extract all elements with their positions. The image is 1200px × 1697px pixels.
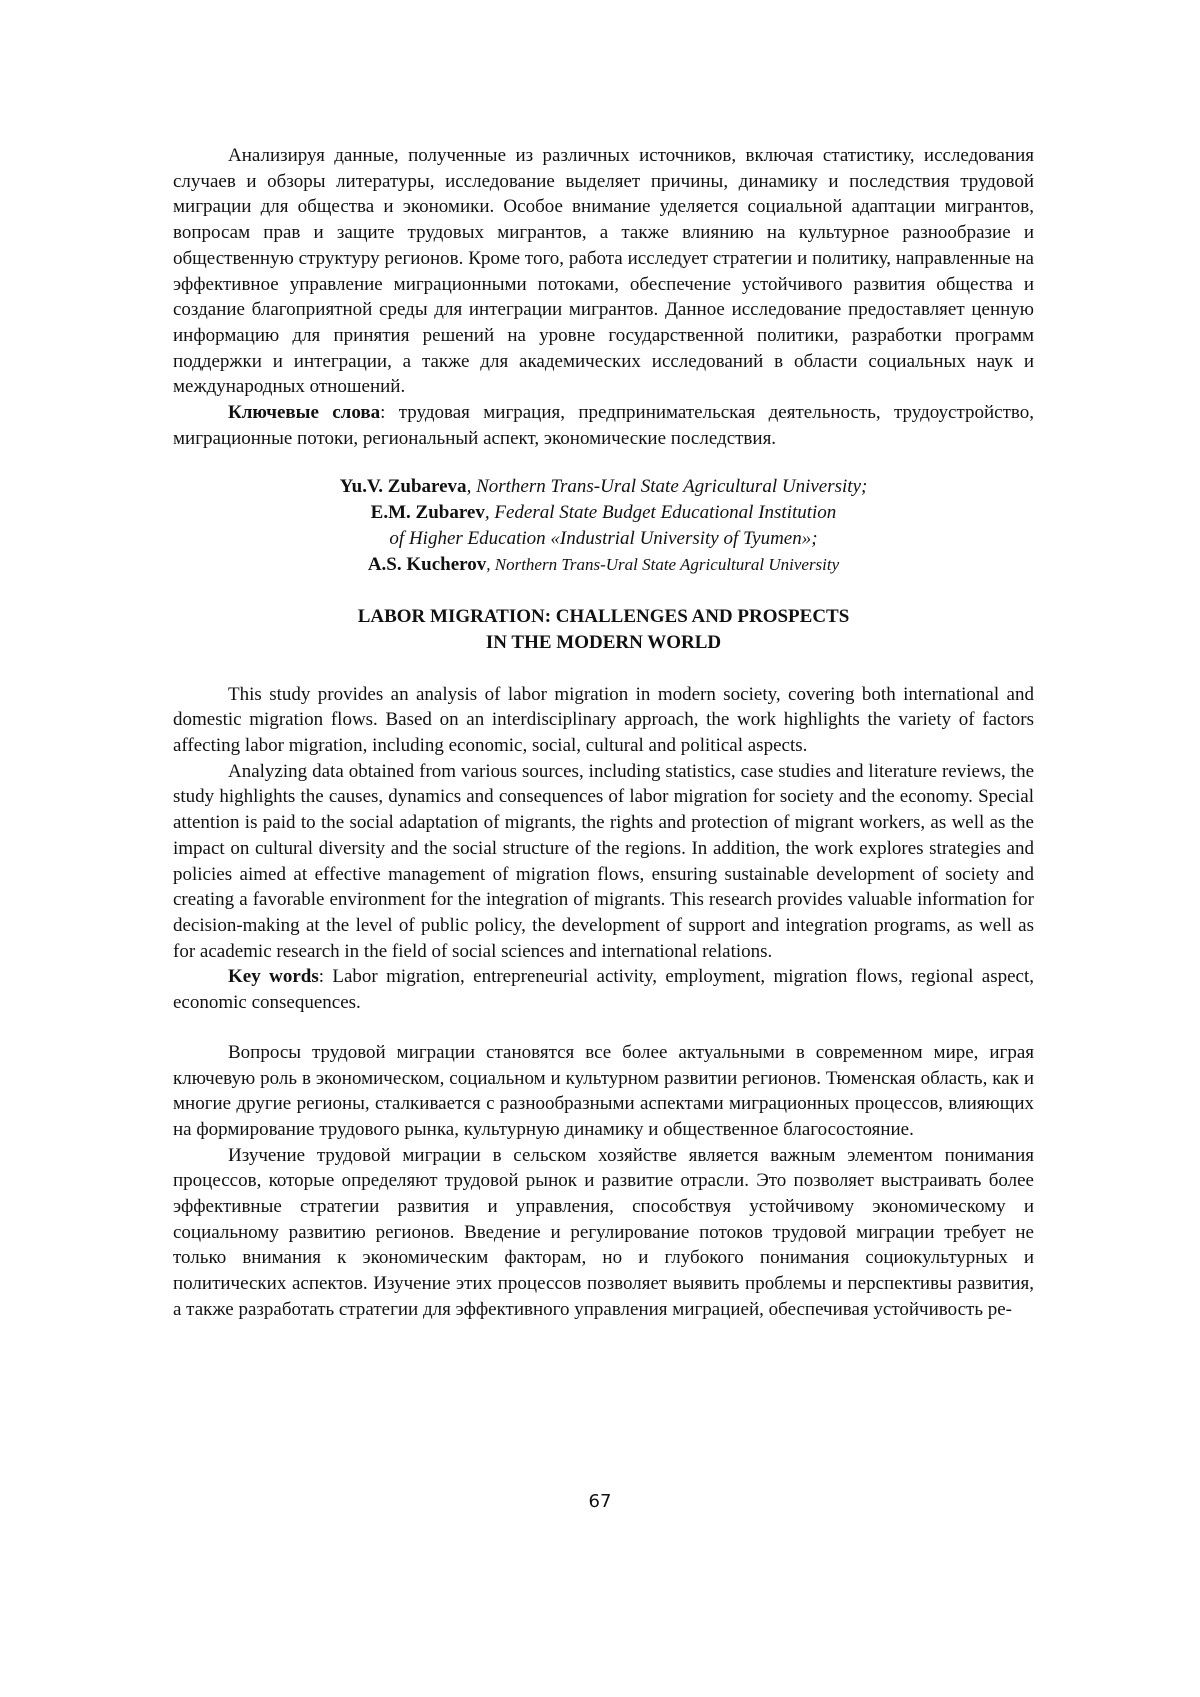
author-affiliation: , Northern Trans-Ural State Agricultural University: [486, 554, 840, 574]
body-paragraph-1: Вопросы трудовой миграции становятся все более актуальными в современном мире, играя ключевую роль в экономическом, социальном и культурном развитии регионов. Тюменская область, как и многие другие регионы, сталкивается с разнообразными аспектами миграционных процессов, влияющих на формирование трудового рынка, культурную динамику и общественное благосостояние.: [173, 1041, 1034, 1140]
ru-abstract-paragraph: Анализируя данные, полученные из различных источников, включая статистику, исследования случаев и обзоры литературы, исследование выделяет причины, динамику и последствия трудовой миграции для общества и экономики. Особое внимание уделяется социальной адаптации мигрантов, вопросам прав и защите трудовых мигрантов, а также влиянию на культурное разнообразие и общественную структуру регионов. Кроме того, работа исследует стратегии и политику, направленные на эффективное управление миграционными потоками, обеспечение устойчивого развития общества и создание благоприятной среды для интеграции мигрантов. Данное исследование предоставляет ценную информацию для принятия решений на уровне государственной политики, разработки программ поддержки и интеграции, а также для академических исследований в области социальных наук и международных отношений.: [173, 145, 1034, 398]
author-affiliation: of Higher Education «Industrial University of Tyumen»;: [389, 527, 818, 549]
title-line-1: LABOR MIGRATION: CHALLENGES AND PROSPECTS: [357, 606, 850, 628]
author-block: [173, 474, 1034, 577]
ru-keywords-label: Ключевые слова: [228, 402, 381, 424]
author-name: A.S. Kucherov: [367, 553, 487, 575]
author-name: Yu.V. Zubareva: [339, 476, 467, 498]
title-line-2: IN THE MODERN WORLD: [485, 631, 722, 653]
article-title: [173, 604, 1034, 655]
author-affiliation: , Northern Trans-Ural State Agricultural University;: [466, 476, 868, 498]
section-gap: [173, 1016, 1034, 1040]
author-line-4: [173, 552, 1034, 578]
page-content: [173, 143, 1034, 1323]
en-keywords-text: : Labor migration, entrepreneurial activity, employment, migration flows, regional aspect, economic consequences.: [173, 966, 1034, 1014]
author-affiliation: , Federal State Budget Educational Institution: [484, 502, 837, 524]
ru-keywords-text: : трудовая миграция, предпринимательская деятельность, трудоустройство, миграционные потоки, региональный аспект, экономические последствия.: [173, 402, 1034, 449]
author-line-2: [173, 500, 1034, 526]
ru-keywords: [173, 400, 1034, 451]
author-line-1: [173, 474, 1034, 500]
author-line-3: [173, 526, 1034, 552]
author-name: E.M. Zubarev: [370, 502, 485, 524]
body-paragraph-2: Изучение трудовой миграции в сельском хозяйстве является важным элементом понимания процессов, которые определяют трудовой рынок и развитие отрасли. Это позволяет выстраивать более эффективные стратегии развития и управления, способствуя устойчивому экономическому и социальному развитию регионов. Введение и регулирование потоков трудовой миграции требует не только внимания к экономическим факторам, но и глубокого понимания социокультурных и политических аспектов. Изучение этих процессов позволяет выявить проблемы и перспективы развития, а также разработать стратегии для эффективного управления миграцией, обеспечивая устойчивость ре-: [173, 1144, 1034, 1320]
en-keywords-label: Key words: [228, 966, 319, 988]
en-abstract-paragraph-2: Analyzing data obtained from various sources, including statistics, case studies and literature reviews, the study highlights the causes, dynamics and consequences of labor migration for society and the economy. Special attention is paid to the social adaptation of migrants, the rights and protection of migrant workers, as well as the impact on cultural diversity and the social structure of the regions. In addition, the work explores strategies and policies aimed at effective management of migration flows, ensuring sustainable development of society and creating a favorable environment for the integration of migrants. This research provides valuable information for decision-making at the level of public policy, the development of support and integration programs, as well as for academic research in the field of social sciences and international relations.: [173, 760, 1034, 962]
en-keywords: [173, 964, 1034, 1015]
en-abstract-paragraph-1: This study provides an analysis of labor migration in modern society, covering both international and domestic migration flows. Based on an interdisciplinary approach, the work highlights the variety of factors affecting labor migration, including economic, social, cultural and political aspects.: [173, 683, 1034, 757]
page-number: 67: [588, 1491, 612, 1512]
